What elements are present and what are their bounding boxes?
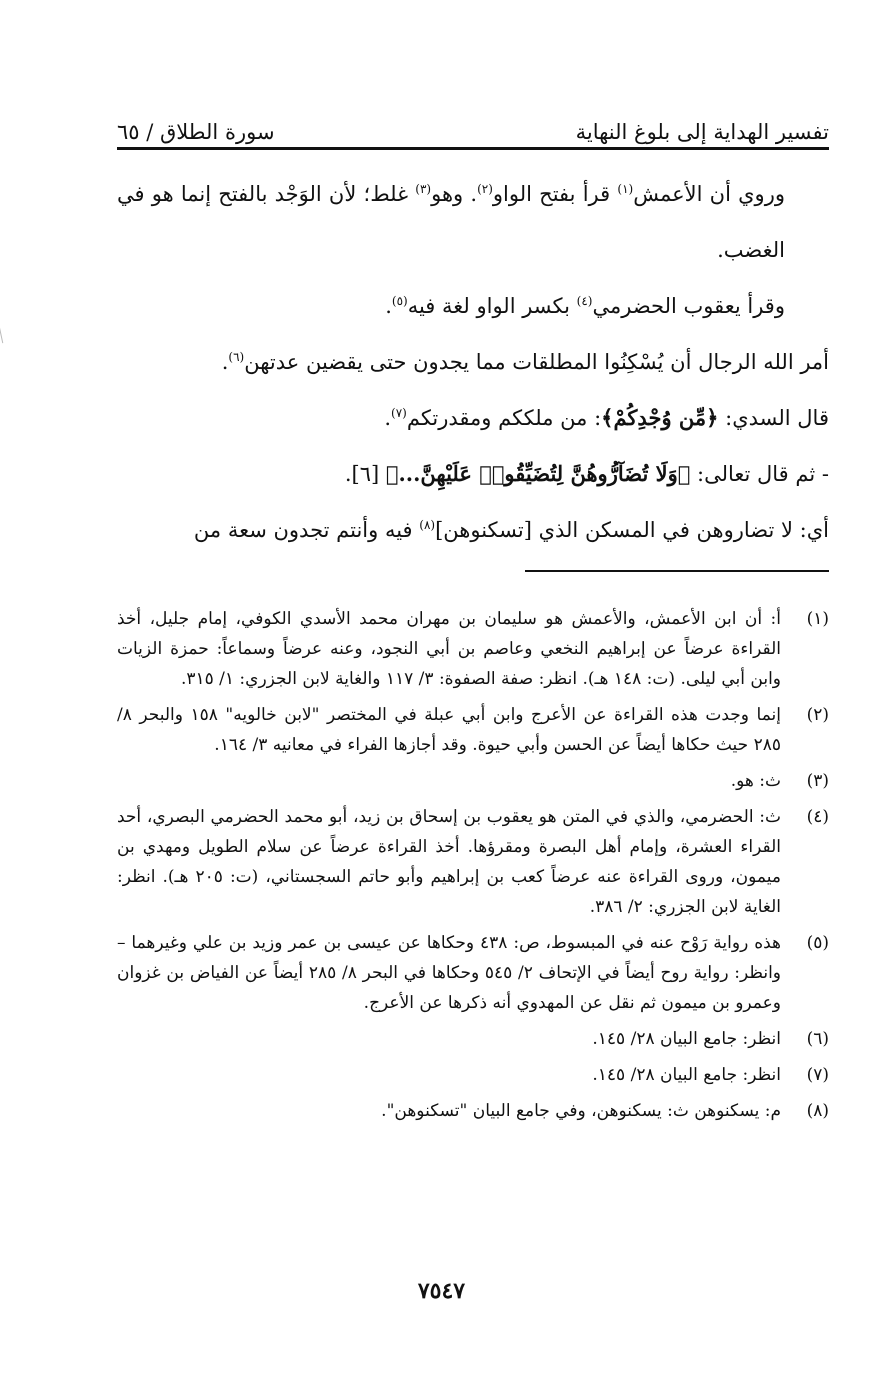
page-number: ٧٥٤٧: [418, 1278, 467, 1304]
footnote-number: (٣): [807, 771, 830, 791]
paragraph-6: أي: لا تضاروهن في المسكن الذي [تسكنوهن]$^{(٨)}$ فيه وأنتم تجدون سعة من: [194, 518, 830, 542]
footnote-number: (٨): [807, 1101, 830, 1121]
footnote-number: (٢): [807, 705, 830, 725]
footnote-ref-2[interactable]: (٢): [478, 182, 494, 196]
footnotes: [118, 604, 830, 1132]
footnote-text: إنما وجدت هذه القراءة عن الأعرج وابن أبي عبلة في المختصر "لابن خالويه" ١٥٨ والبحر ٨/ ٢٨٥ حيث حكاها أيضاً عن الحسن وأبي حيوة. وقد أجازها الفراء في معانيه ٣/ ١٦٤.: [118, 705, 782, 755]
margin-scan-mark: [0, 311, 18, 343]
footnote-number: (٦): [807, 1029, 830, 1049]
paragraph-2: وقرأ يعقوب الحضرمي$^{(٤)}$ بكسر الواو لغة فيه$^{(٥)}$.: [386, 294, 786, 318]
paragraph-4: قال السدي: ﴿مِّن وُجْدِكُمْ﴾: من ملككم ومقدرتكم$^{(٧)}$.: [385, 405, 830, 430]
paragraph-3: أمر الله الرجال أن يُسْكِنُوا المطلقات مما يجدون حتى يقضين عدتهن$^{(٦)}$.: [222, 350, 830, 374]
footnote-item: [118, 604, 830, 694]
footnote-ref-8[interactable]: (٨): [420, 518, 437, 532]
footnote-text: انظر: جامع البيان ٢٨/ ١٤٥.: [593, 1065, 782, 1085]
footnote-number: (٥): [807, 933, 830, 953]
running-header: [118, 104, 830, 144]
paragraph-5: - ثم قال تعالى: ﴿وَلَا تُضَآرُّوهُنَّ لِتُضَيِّقُوا۟ عَلَيْهِنَّ...﴾ [٦].: [345, 461, 830, 486]
paragraph-1: وروي أن الأعمش$^{(١)}$ قرأ بفتح الواو$^{(٢)}$. وهو$^{(٣)}$ غلط؛ لأن الوَجْد بالفتح إنما هو في الغضب.: [118, 182, 786, 262]
surah-label: سورة الطلاق / ٦٥: [118, 120, 276, 144]
footnote-text: م: يسكنوهن ث: يسكنوهن، وفي جامع البيان "تسكنوهن".: [382, 1101, 782, 1121]
footnote-ref-1[interactable]: (١): [618, 182, 635, 196]
footnote-ref-6[interactable]: (٦): [229, 350, 246, 364]
quran-quote: ﴿مِّن وُجْدِكُمْ﴾: [602, 405, 720, 430]
footnote-separator: [526, 570, 830, 572]
footnote-item: [118, 1060, 830, 1090]
footnote-text: ث: الحضرمي، والذي في المتن هو يعقوب بن إسحاق بن زيد، أبو محمد الحضرمي البصري، أحد القراء العشرة، وإمام أهل البصرة ومقرؤها. أخذ القراءة عرضاً عن سلام الطويل ومهدي بن ميمون، وروى القراءة عنه عرضاً كعب بن إبراهيم وأبو حاتم السجستاني، (ت: ٢٠٥ هـ). انظر: الغاية لابن الجزري: ٢/ ٣٨٦.: [118, 807, 782, 917]
footnote-text: انظر: جامع البيان ٢٨/ ١٤٥.: [593, 1029, 782, 1049]
footnote-item: [118, 1024, 830, 1054]
footnote-item: [118, 766, 830, 796]
footnote-item: [118, 928, 830, 1018]
footnote-item: [118, 802, 830, 922]
footnote-text: أ: أن ابن الأعمش، والأعمش هو سليمان بن مهران محمد الأسدي الكوفي، إمام جليل، أخذ القراءة عرضاً عن إبراهيم النخعي وعاصم بن أبي النجود، وعنه عرضاً وسماعاً: حمزة الزيات وابن أبي ليلى. (ت: ١٤٨ هـ). انظر: صفة الصفوة: ٣/ ١١٧ والغاية لابن الجزري: ١/ ٣١٥.: [118, 609, 782, 689]
footnote-item: [118, 700, 830, 760]
book-title: تفسير الهداية إلى بلوغ النهاية: [576, 120, 830, 144]
footnote-ref-5[interactable]: (٥): [392, 294, 409, 308]
footnote-ref-4[interactable]: (٤): [577, 294, 594, 308]
footnote-number: (٧): [807, 1065, 830, 1085]
main-text: [118, 166, 830, 558]
footnote-text: ث: هو.: [731, 771, 782, 791]
footnote-text: هذه رواية رَوْح عنه في المبسوط، ص: ٤٣٨ وحكاها عن عيسى بن عمر وزيد بن علي وغيرهما – وانظر: رواية روح أيضاً في الإتحاف ٢/ ٥٤٥ وحكاها في البحر ٨/ ٢٨٥ أيضاً عن الفياض بن غزوان وعمرو بن ميمون ثم نقل عن المهدوي أنه ذكرها عن الأعرج.: [118, 933, 782, 1013]
footnote-number: (١): [807, 609, 830, 629]
quran-quote: ﴿وَلَا تُضَآرُّوهُنَّ لِتُضَيِّقُوا۟ عَلَيْهِنَّ...﴾: [386, 461, 692, 486]
footnote-item: [118, 1096, 830, 1126]
header-rule: [118, 147, 830, 150]
footnote-number: (٤): [807, 807, 830, 827]
footnote-ref-3[interactable]: (٣): [416, 182, 433, 196]
footnote-ref-7[interactable]: (٧): [392, 406, 408, 420]
